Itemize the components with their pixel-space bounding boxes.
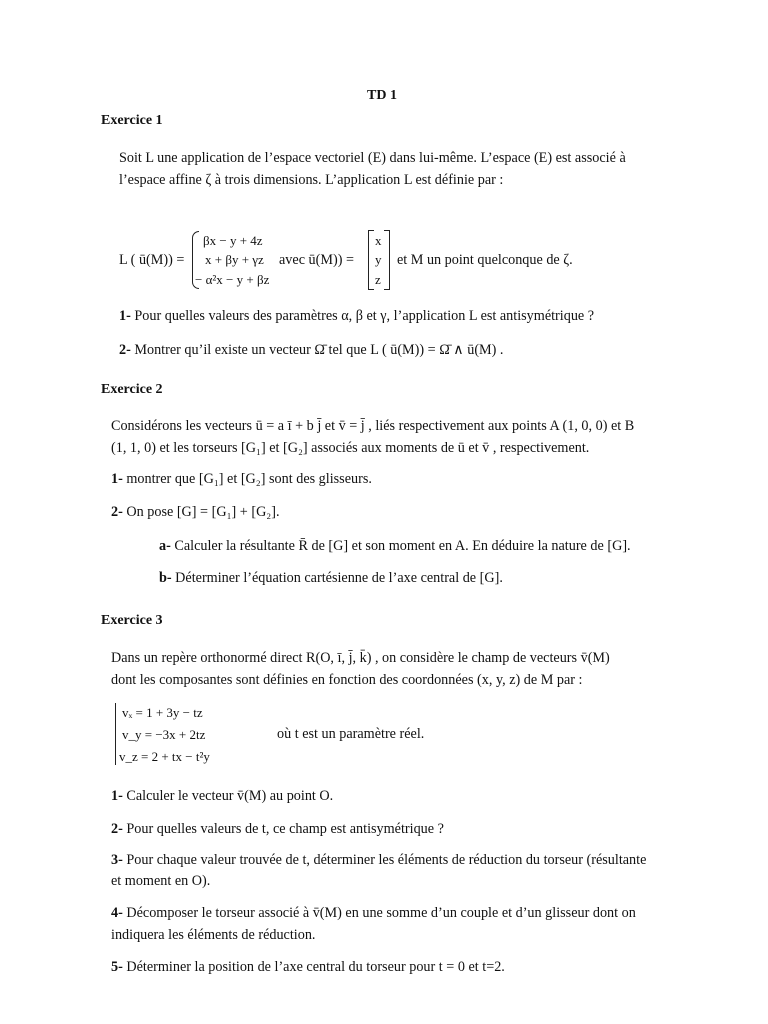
exercise-2-paragraph-line-1: Considérons les vecteurs ū = a ī + b j̄ et v̄ = j̄ , liés respectivement aux points A (1, 0, 0) et B xyxy=(111,418,635,434)
exercise-1-heading: Exercice 1 xyxy=(101,113,163,128)
system-eq-2: x + βy + γz xyxy=(205,252,264,267)
vector-bracket-right xyxy=(384,230,390,290)
exercise-3-heading: Exercice 3 xyxy=(101,613,163,628)
system-eq-1: βx − y + 4z xyxy=(203,233,263,248)
exercise-3-question-4-line-1: 4- Décomposer le torseur associé à v̄(M) en une somme d’un couple et d’un glisseur dont on xyxy=(111,905,636,921)
exercise-3-question-3-line-1: 3- Pour chaque valeur trouvée de t, déterminer les éléments de réduction du torseur (résultante xyxy=(111,852,647,868)
exercise-2-question-1: 1- montrer que [G₁] et [G₂] sont des glisseurs. xyxy=(111,471,372,487)
vector-bracket-left xyxy=(368,230,374,290)
component-vy: v_y = −3x + 2tz xyxy=(122,727,206,742)
exercise-1-tail: et M un point quelconque de ζ. xyxy=(397,252,573,268)
exercise-3-question-4-line-2: indiquera les éléments de réduction. xyxy=(111,927,316,943)
vector-x: x xyxy=(375,233,382,248)
component-vz: v_z = 2 + tx − t²y xyxy=(119,749,210,764)
exercise-2-question-2: 2- On pose [G] = [G₁] + [G₂]. xyxy=(111,504,280,520)
vector-z: z xyxy=(375,272,381,287)
system-eq-3: − α²x − y + βz xyxy=(195,272,270,287)
vector-y: y xyxy=(375,252,382,267)
page-title: TD 1 xyxy=(367,88,397,103)
exercise-3-question-3-line-2: et moment en O). xyxy=(111,873,211,889)
exercise-1-lhs: L ( ū(M)) = xyxy=(119,252,185,268)
component-vx: vₓ = 1 + 3y − tz xyxy=(122,705,203,720)
exercise-3-question-1: 1- Calculer le vecteur v̄(M) au point O. xyxy=(111,788,334,804)
exercise-3-question-5: 5- Déterminer la position de l’axe central du torseur pour t = 0 et t=2. xyxy=(111,959,505,975)
exercise-3-paragraph-line-2: dont les composantes sont définies en fonction des coordonnées (x, y, z) de M par : xyxy=(111,672,583,688)
exercise-2-question-2a: a- Calculer la résultante R̄ de [G] et son moment en A. En déduire la nature de [G]. xyxy=(159,538,631,554)
exercise-2-paragraph-line-2: (1, 1, 0) et les torseurs [G₁] et [G₂] associés aux moments de ū et v̄ , respectivement. xyxy=(111,440,590,456)
components-bar xyxy=(115,703,116,765)
exercise-1-intro-line-2: l’espace affine ζ à trois dimensions. L’application L est définie par : xyxy=(119,172,504,188)
exercise-3-question-2: 2- Pour quelles valeurs de t, ce champ est antisymétrique ? xyxy=(111,821,444,837)
exercise-2-heading: Exercice 2 xyxy=(101,382,163,397)
parameter-note: où t est un paramètre réel. xyxy=(277,726,425,742)
exercise-3-paragraph-line-1: Dans un repère orthonormé direct R(O, ī, j̄, k̄) , on considère le champ de vecteurs v̄(M) xyxy=(111,650,610,666)
exercise-1-question-2: 2- Montrer qu’il existe un vecteur Ω̄ tel que L ( ū(M)) = Ω̄ ∧ ū(M) . xyxy=(119,342,504,358)
exercise-2-question-2b: b- Déterminer l’équation cartésienne de l’axe central de [G]. xyxy=(159,570,503,586)
exercise-1-intro-line-1: Soit L une application de l’espace vectoriel (E) dans lui-même. L’espace (E) est associé à xyxy=(119,150,626,166)
avec-label: avec ū(M)) = xyxy=(279,252,354,268)
exercise-1-question-1: 1- Pour quelles valeurs des paramètres α, β et γ, l’application L est antisymétrique ? xyxy=(119,308,595,324)
